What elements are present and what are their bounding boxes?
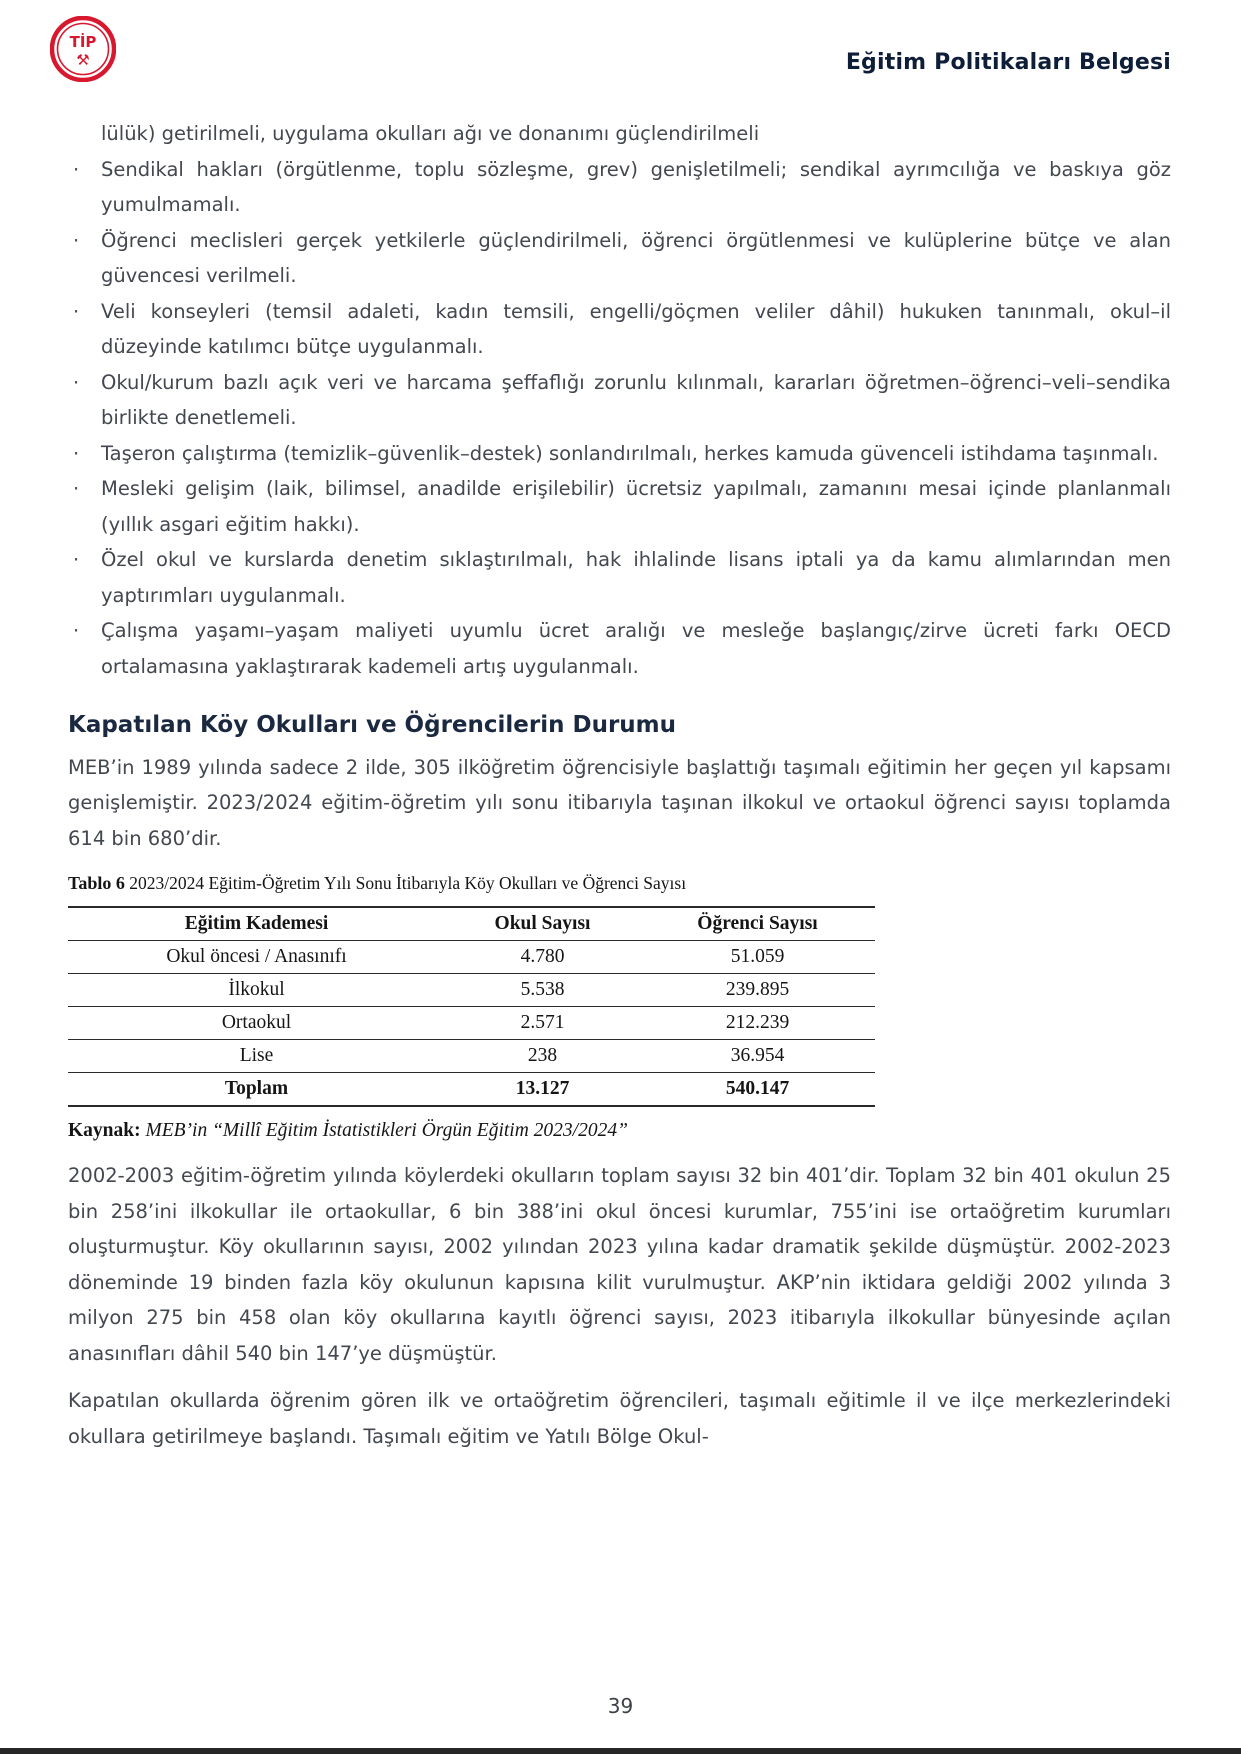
logo-text: TİP: [69, 33, 97, 51]
bullet-item: [68, 436, 1171, 472]
table-cell: 4.780: [445, 940, 640, 973]
hammer-emblem-icon: ⚒: [76, 51, 90, 69]
data-table: [68, 906, 875, 1107]
bullet-item: [68, 152, 1171, 223]
table-cell: 36.954: [640, 1039, 875, 1072]
bullet-item: [68, 471, 1171, 542]
tip-party-logo-icon: [50, 16, 116, 82]
table-cell: 238: [445, 1039, 640, 1072]
bullet-dot-icon: ·: [73, 370, 80, 394]
table-total-row: [68, 1072, 875, 1106]
table-row: [68, 940, 875, 973]
bullet-dot-icon: ·: [73, 228, 80, 252]
paragraph: MEB’in 1989 yılında sadece 2 ilde, 305 ilköğretim öğrencisiyle başlattığı taşımalı eğitimin her geçen yıl kapsamı genişlemiştir. 2023/2024 eğitim-öğretim yılı sonu itibarıyla taşınan ilkokul ve ortaokul öğrenci sayısı toplamda 614 bin 680’dir.: [68, 755, 1171, 850]
table-header-row: [68, 907, 875, 941]
table-caption: [68, 866, 1171, 902]
source-label: Kaynak:: [68, 1119, 141, 1141]
table-row: [68, 1039, 875, 1072]
table-source: [68, 1113, 1171, 1149]
table-caption-label: Tablo 6: [68, 873, 125, 893]
bullet-dot-icon: ·: [73, 477, 80, 500]
bullet-item: [68, 613, 1171, 684]
table-cell: İlkokul: [68, 973, 445, 1006]
table-cell: Toplam: [224, 1077, 289, 1099]
table-cell: 5.538: [445, 973, 640, 1006]
continuation-line: lülük) getirilmeli, uygulama okulları ağı ve donanımı güçlendirilmeli: [101, 122, 760, 145]
table-row: [68, 973, 875, 1006]
bullet-item: [68, 365, 1171, 436]
bullet-dot-icon: ·: [73, 299, 80, 323]
bullet-text: Mesleki gelişim (laik, bilimsel, anadilde erişilebilir) ücretsiz yapılmalı, zamanını mesai içinde planlanmalı (yıllık asgari eğitim hakkı).: [101, 477, 1171, 536]
bullet-text: Okul/kurum bazlı açık veri ve harcama şeffaflığı zorunlu kılınmalı, kararları öğretmen–öğrenci–veli–sendika birlikte denetlemeli.: [101, 370, 1171, 429]
bullet-text: Sendikal hakları (örgütlenme, toplu sözleşme, grev) genişletilmeli; sendikal ayrımcılığa ve baskıya göz yumulmamalı.: [101, 157, 1171, 216]
table-cell: Lise: [68, 1039, 445, 1072]
table-cell: 51.059: [640, 940, 875, 973]
bullet-text: Özel okul ve kurslarda denetim sıklaştırılmalı, hak ihlalinde lisans iptali ya da kamu alımlarından men yaptırımları uygulanmalı.: [101, 548, 1171, 607]
bullet-dot-icon: ·: [73, 619, 80, 642]
page-footer: [0, 1694, 1241, 1718]
bullet-text: Taşeron çalıştırma (temizlik–güvenlik–destek) sonlandırılmalı, herkes kamuda güvenceli istihdama taşınmalı.: [101, 441, 1159, 465]
section-heading: Kapatılan Köy Okulları ve Öğrencilerin Durumu: [68, 712, 677, 738]
table-cell: Okul öncesi / Anasınıfı: [68, 940, 445, 973]
paragraph: 2002-2003 eğitim-öğretim yılında köylerdeki okulların toplam sayısı 32 bin 401’dir. Toplam 32 bin 401 okulun 25 bin 258’ini ilkokullar ile ortaokullar, 6 bin 388’ini okul öncesi kurumlar, 755’ini ise ortaöğretim kurumları oluşturmuştur. Köy okullarının sayısı, 2002 yılından 2023 yılına kadar dramatik şekilde düşmüştür. 2002-2023 döneminde 19 binden fazla köy okulunun kapısına kilit vurulmuştur. AKP’nin iktidara geldiği 2002 yılında 3 milyon 275 bin 458 olan köy okullarına kayıtlı öğrenci sayısı, 2023 itibarıyla ilkokullar bünyesinde açılan anasınıfları dâhil 540 bin 147’ye düşmüştür.: [68, 1164, 1171, 1365]
bullet-text: Veli konseyleri (temsil adaleti, kadın temsili, engelli/göçmen veliler dâhil) hukuken tanınmalı, okul–il düzeyinde katılımcı bütçe uygulanmalı.: [101, 299, 1171, 358]
table-cell: 540.147: [725, 1077, 790, 1099]
column-header: Eğitim Kademesi: [68, 907, 445, 941]
table-cell: Ortaokul: [68, 1006, 445, 1039]
table-caption-text: 2023/2024 Eğitim-Öğretim Yılı Sonu İtibarıyla Köy Okulları ve Öğrenci Sayısı: [129, 873, 687, 893]
page-number: 39: [607, 1694, 634, 1718]
bullet-item: [68, 294, 1171, 365]
bullet-item: [68, 542, 1171, 613]
table-cell: 212.239: [640, 1006, 875, 1039]
bullet-text: Çalışma yaşamı–yaşam maliyeti uyumlu ücret aralığı ve mesleğe başlangıç/zirve ücreti farkı OECD ortalamasına yaklaştırarak kademeli artış uygulanmalı.: [101, 619, 1171, 678]
bullet-item: [68, 223, 1171, 294]
table-row: [68, 1006, 875, 1039]
table-cell: 13.127: [515, 1077, 570, 1099]
table-cell: 239.895: [640, 973, 875, 1006]
column-header: Öğrenci Sayısı: [640, 907, 875, 941]
page-body: [68, 116, 1171, 1454]
bullet-dot-icon: ·: [73, 441, 80, 465]
bullet-dot-icon: ·: [73, 157, 80, 181]
page-bottom-edge: [0, 1748, 1241, 1754]
bullet-dot-icon: ·: [73, 548, 80, 571]
paragraph: Kapatılan okullarda öğrenim gören ilk ve ortaöğretim öğrencileri, taşımalı eğitimle il ve ilçe merkezlerindeki okullara getirilmeye başlandı. Taşımalı eğitim ve Yatılı Bölge Okul-: [68, 1389, 1171, 1448]
column-header: Okul Sayısı: [445, 907, 640, 941]
bullet-list: [68, 152, 1171, 685]
table-cell: 2.571: [445, 1006, 640, 1039]
source-text: MEB’in “Millî Eğitim İstatistikleri Örgün Eğitim 2023/2024”: [145, 1119, 628, 1141]
document-title: Eğitim Politikaları Belgesi: [845, 50, 1171, 75]
bullet-text: Öğrenci meclisleri gerçek yetkilerle güçlendirilmeli, öğrenci örgütlenmesi ve kulüplerine bütçe ve alan güvencesi verilmeli.: [101, 228, 1171, 287]
